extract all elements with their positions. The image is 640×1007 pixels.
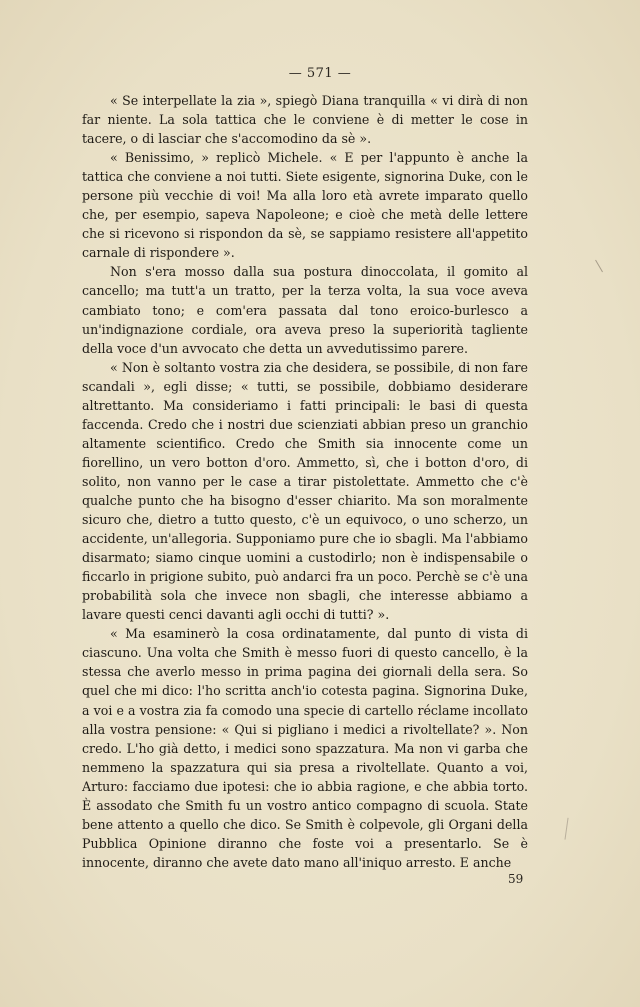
paragraph-2: « Benissimo, » replicò Michele. « E per l'appunto è anche la tattica che conviene a noi tutti. Siete esigente, signorina Duke, con le persone più vecchie di voi! Ma alla loro età avrete imparato quello che, per esempio, sapeva Napoleone; e cioè che metà delle lettere che si ricevono si rispondon da sè, se sappiamo resistere all'appetito carnale di rispondere ». [82,150,528,261]
paragraph-5: « Ma esaminerò la cosa ordinatamente, dal punto di vista di ciascuno. Una volta che Smith è messo fuori di questo cancello, è la stessa che averlo messo in prima pagina dei giornali della sera. So quel che mi dico: l'ho scritta anch'io cotesta pagina. Signorina Duke, a voi e a vostra zia fa comodo una specie di cartello réclame incollato alla vostra pensione: « Qui si pigliano i medici a rivoltellate? ». Non credo. L'ho già detto, i medici sono spazzatura. Ma non vi garba che nemmeno la spazzatura qui sia presa a rivoltellate. Quanto a voi, Arturo: facciamo due ipotesi: che io abbia ragione, e che abbia torto. È assodato che Smith fu un vostro antico compagno di scuola. State bene attento a quello che dico. Se Smith è colpevole, gli Organi della Pubblica Opinione diranno che foste voi a presentarlo. Se è innocente, diranno che avete dato mano all'iniquo arresto. E anche [82,626,528,870]
margin-pencil-mark [595,256,610,273]
page-number: — 571 — [288,66,352,81]
paragraph-4: « Non è soltanto vostra zia che desidera, se possibile, di non fare scandali », egli disse; « tutti, se possibile, dobbiamo desiderare altrettanto. Ma consideriamo i fatti principali: le basi di questa faccenda. Credo che i nostri due scienziati abbian preso un granchio altamente scientifico. Credo che Smith sia innocente come un fiorellino, un vero botton d'oro. Ammetto, sì, che i botton d'oro, di solito, non vanno per le case a tirar pistolettate. Ammetto che c'è qualche punto che ha bisogno d'esser chiarito. Ma son moralmente sicuro che, dietro a tutto questo, c'è un equivoco, o uno scherzo, un accidente, un'allegoria. Supponiamo pure che io sbagli. Ma l'abbiamo disarmato; siamo cinque uomini a custodirlo; non è indispensabile o ficcarlo in prigione subito, può andarci fra un poco. Perchè se c'è una probabilità sola che invece non sbagli, che interesse abbiamo a lavare questi cenci davanti agli occhi di tutti? ». [82,359,528,623]
body-text [82,91,528,872]
margin-pencil-mark [564,818,572,840]
paragraph-1: « Se interpellate la zia », spiegò Diana tranquilla « vi dirà di non far niente. La sola tattica che le conviene è di metter le cose in tacere, o di lasciar che s'accomodino da sè ». [82,93,528,147]
signature-mark: 59 [508,872,524,886]
paragraph-3: Non s'era mosso dalla sua postura dinoccolata, il gomito al cancello; ma tutt'a un tratto, per la terza volta, la sua voce aveva cambiato tono; e com'era passata dal tono eroico-burlesco a un'indignazione cordiale, ora aveva preso la superiorità tagliente della voce d'un avvocato che detta un avvedutissimo parere. [82,264,528,356]
